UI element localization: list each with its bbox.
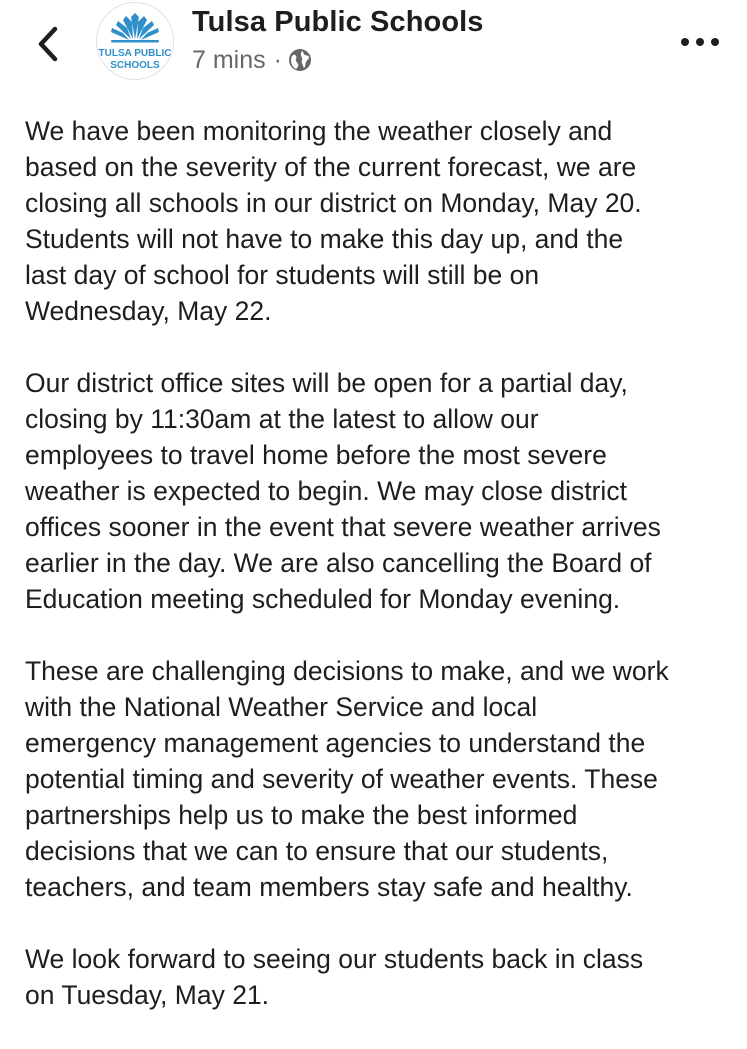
text-line: offices sooner in the event that severe weather arrives	[25, 512, 661, 542]
text-line: last day of school for students will still be on	[25, 260, 540, 290]
post-paragraph	[25, 653, 737, 905]
post-meta	[192, 44, 312, 76]
meta-separator: ·	[273, 45, 282, 74]
text-line: These are challenging decisions to make, and we work	[25, 656, 669, 686]
text-line: earlier in the day. We are also cancelling the Board of	[25, 548, 652, 578]
text-line: decisions that we can to ensure that our students,	[25, 836, 609, 866]
text-line: emergency management agencies to understand the	[25, 728, 646, 758]
post-paragraph	[25, 365, 737, 617]
text-line: closing all schools in our district on Monday, May 20.	[25, 188, 642, 218]
text-line: Students will not have to make this day up, and the	[25, 224, 624, 254]
more-options-button[interactable]	[678, 28, 722, 56]
post-paragraph	[25, 113, 737, 329]
globe-icon[interactable]	[288, 48, 312, 72]
post-text	[25, 113, 737, 1049]
text-line: partnerships help us to make the best informed	[25, 800, 578, 830]
text-line: on Tuesday, May 21.	[25, 980, 270, 1010]
page-name-link[interactable]: Tulsa Public Schools	[192, 6, 484, 38]
text-line: employees to travel home before the most severe	[25, 440, 607, 470]
text-line: We have been monitoring the weather closely and	[25, 116, 613, 146]
text-line: closing by 11:30am at the latest to allow our	[25, 404, 539, 434]
text-line: Education meeting scheduled for Monday evening.	[25, 584, 621, 614]
more-horizontal-icon	[680, 37, 720, 47]
text-line: potential timing and severity of weather events. These	[25, 764, 658, 794]
text-line: Wednesday, May 22.	[25, 296, 272, 326]
back-button[interactable]	[30, 24, 66, 64]
logo-line-1: TULSA PUBLIC	[98, 48, 172, 59]
post-timestamp[interactable]: 7 mins	[192, 45, 266, 74]
page-avatar[interactable]	[96, 2, 174, 80]
chevron-left-icon	[37, 26, 59, 62]
text-line: Our district office sites will be open for a partial day,	[25, 368, 628, 398]
text-line: We look forward to seeing our students back in class	[25, 944, 644, 974]
text-line: teachers, and team members stay safe and healthy.	[25, 872, 633, 902]
post-header	[0, 0, 747, 110]
text-line: with the National Weather Service and local	[25, 692, 538, 722]
tulsa-public-schools-logo	[97, 3, 173, 79]
logo-line-2: SCHOOLS	[110, 60, 160, 71]
text-line: based on the severity of the current forecast, we are	[25, 152, 637, 182]
text-line: weather is expected to begin. We may close district	[25, 476, 627, 506]
post-paragraph	[25, 941, 737, 1013]
